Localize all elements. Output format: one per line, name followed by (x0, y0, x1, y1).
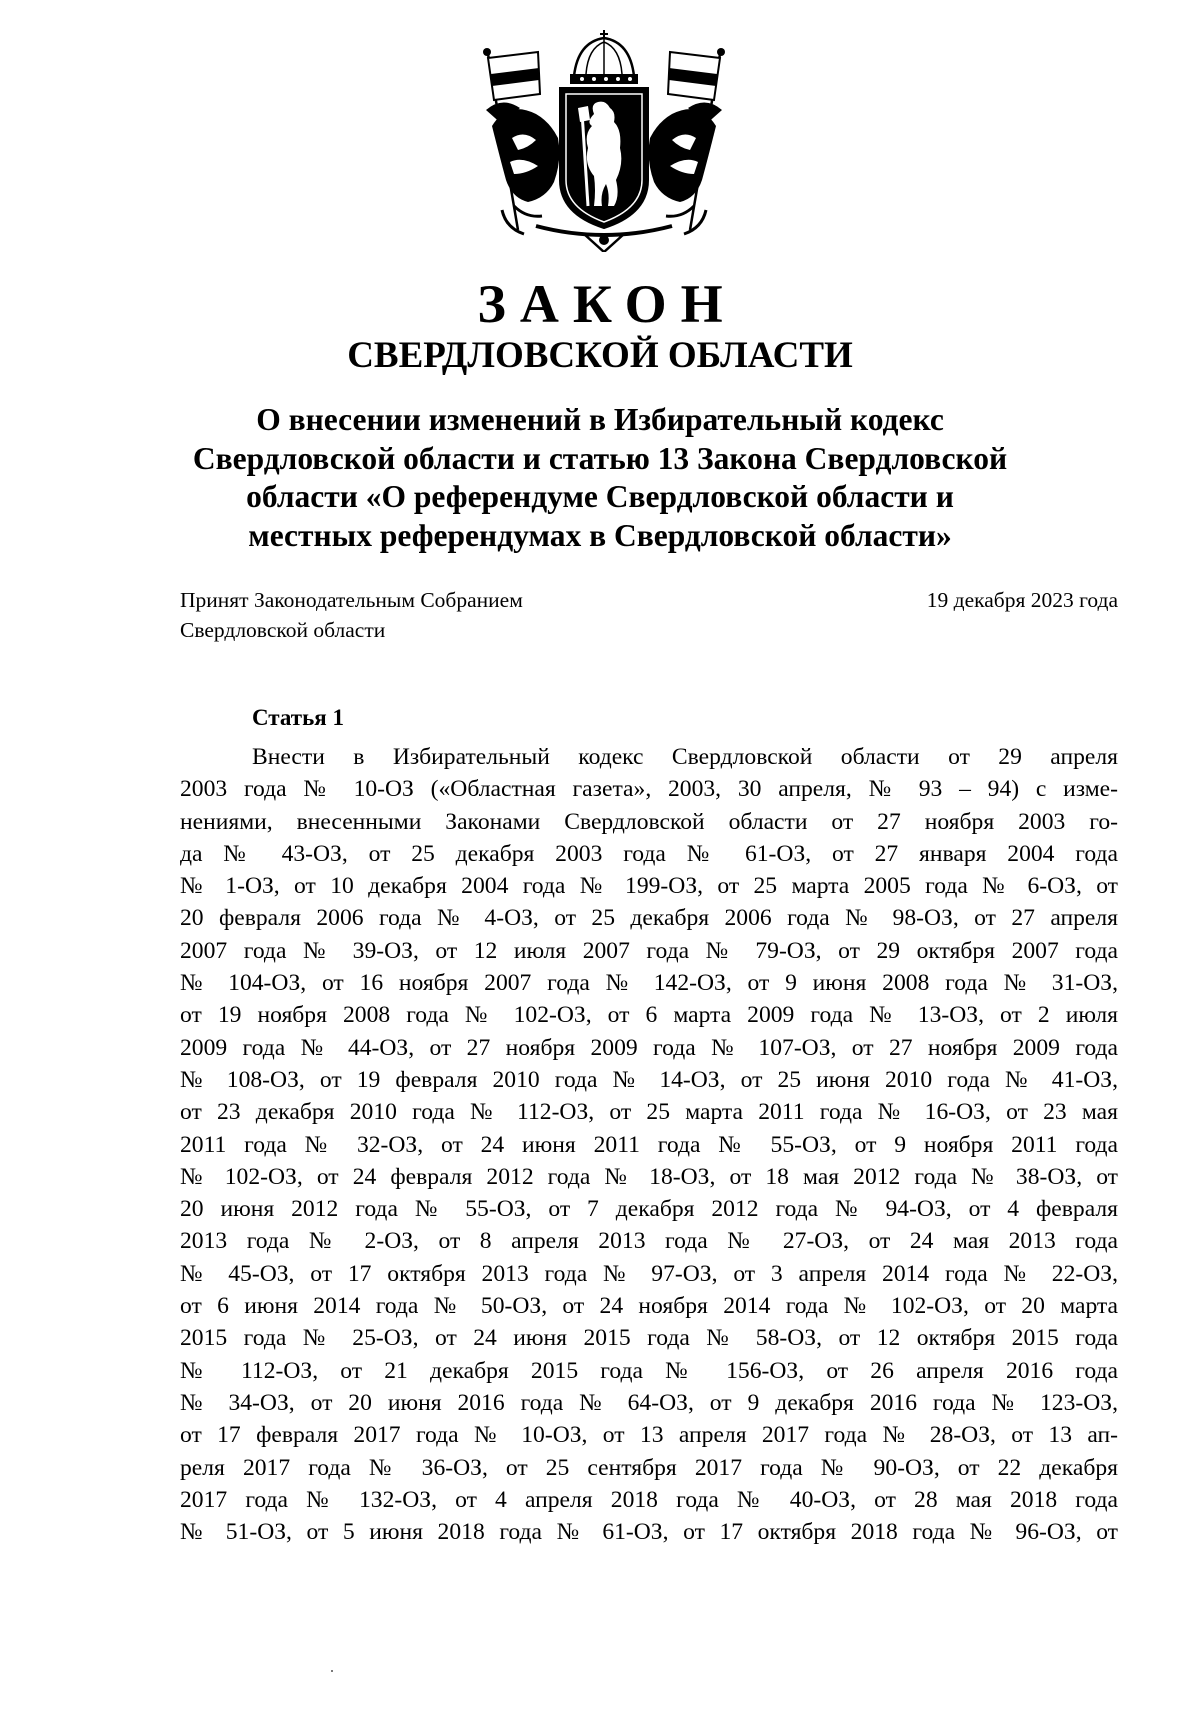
article-text-line: от 6 июня 2014 года № 50-ОЗ, от 24 ноября 2014 года № 102-ОЗ, от 20 марта (180, 1293, 1118, 1320)
law-title (170, 401, 1030, 555)
adoption-date: 19 декабря 2023 года (926, 588, 1118, 612)
article-text-line: 20 июня 2012 года № 55-ОЗ, от 7 декабря 2012 года № 94-ОЗ, от 4 февраля (180, 1196, 1118, 1223)
article-text-line: № 102-ОЗ, от 24 февраля 2012 года № 18-ОЗ, от 18 мая 2012 года № 38-ОЗ, от (180, 1163, 1118, 1190)
shield-icon (560, 88, 648, 228)
article-text-line: 2009 года № 44-ОЗ, от 27 ноября 2009 года № 107-ОЗ, от 27 ноября 2009 года (180, 1034, 1118, 1061)
law-title-line: О внесении изменений в Избирательный кодекс (256, 402, 944, 437)
article-text-line: 2017 года № 132-ОЗ, от 4 апреля 2018 года № 40-ОЗ, от 28 мая 2018 года (180, 1486, 1118, 1513)
adoption-body (180, 585, 523, 645)
law-title-line: области «О референдуме Свердловской области и (246, 479, 954, 514)
article-text-line: № 104-ОЗ, от 16 ноября 2007 года № 142-ОЗ, от 9 июня 2008 года № 31-ОЗ, (180, 970, 1118, 997)
article-text (180, 741, 1118, 1548)
article-heading: Статья 1 (252, 705, 344, 730)
article-text-line: 2013 года № 2-ОЗ, от 8 апреля 2013 года № 27-ОЗ, от 24 мая 2013 года (180, 1228, 1118, 1255)
adoption-body-line: Свердловской области (180, 618, 386, 642)
article-text-line: от 17 февраля 2017 года № 10-ОЗ, от 13 апреля 2017 года № 28-ОЗ, от 13 ап- (180, 1422, 1118, 1449)
article-text-line: 2015 года № 25-ОЗ, от 24 июня 2015 года № 58-ОЗ, от 12 октября 2015 года (180, 1325, 1118, 1352)
article-text-line: 20 февраля 2006 года № 4-ОЗ, от 25 декабря 2006 года № 98-ОЗ, от 27 апреля (180, 905, 1118, 932)
left-griffin-icon (486, 102, 559, 234)
coat-of-arms-icon (466, 30, 742, 252)
document-type-heading: ЗАКОН (477, 274, 737, 334)
article-text-line: 2007 года № 39-ОЗ, от 12 июля 2007 года № 79-ОЗ, от 29 октября 2007 года (180, 937, 1118, 964)
article-text-line: № 108-ОЗ, от 19 февраля 2010 года № 14-ОЗ, от 25 июня 2010 года № 41-ОЗ, (180, 1066, 1118, 1093)
article-text-line: от 23 декабря 2010 года № 112-ОЗ, от 25 марта 2011 года № 16-ОЗ, от 23 мая (180, 1099, 1118, 1126)
article-text-line: да № 43-ОЗ, от 25 декабря 2003 года № 61-ОЗ, от 27 января 2004 года (180, 840, 1118, 867)
article-text-line: 2003 года № 10-ОЗ («Областная газета», 2003, 30 апреля, № 93 – 94) с изме- (180, 776, 1118, 803)
law-title-line: местных референдумах в Свердловской области» (248, 517, 952, 553)
article-text-line: нениями, внесенными Законами Свердловской области от 27 ноября 2003 го- (180, 808, 1118, 835)
article-text-line: № 1-ОЗ, от 10 декабря 2004 года № 199-ОЗ, от 25 марта 2005 года № 6-ОЗ, от (180, 873, 1118, 900)
article-text-line: № 45-ОЗ, от 17 октября 2013 года № 97-ОЗ, от 3 апреля 2014 года № 22-ОЗ, (180, 1260, 1118, 1287)
article-text-line: от 19 ноября 2008 года № 102-ОЗ, от 6 марта 2009 года № 13-ОЗ, от 2 июля (180, 1002, 1118, 1029)
article-text-line: Внести в Избирательный кодекс Свердловской области от 29 апреля (252, 744, 1118, 770)
crown-icon (570, 30, 638, 84)
article-text-line: № 112-ОЗ, от 21 декабря 2015 года № 156-ОЗ, от 26 апреля 2016 года (180, 1357, 1118, 1384)
article-text-line: № 51-ОЗ, от 5 июня 2018 года № 61-ОЗ, от 17 октября 2018 года № 96-ОЗ, от (180, 1519, 1118, 1546)
right-griffin-icon (649, 102, 722, 234)
article-text-line: реля 2017 года № 36-ОЗ, от 25 сентября 2017 года № 90-ОЗ, от 22 декабря (180, 1454, 1118, 1481)
scan-speck (331, 1670, 333, 1672)
ribbon-icon (536, 226, 672, 252)
article-text-line: № 34-ОЗ, от 20 июня 2016 года № 64-ОЗ, от 9 декабря 2016 года № 123-ОЗ, (180, 1389, 1118, 1416)
region-heading: СВЕРДЛОВСКОЙ ОБЛАСТИ (347, 335, 853, 376)
law-title-line: Свердловской области и статью 13 Закона Свердловской (192, 440, 1008, 476)
adoption-body-line: Принят Законодательным Собранием (180, 588, 523, 612)
article-text-line: 2011 года № 32-ОЗ, от 24 июня 2011 года № 55-ОЗ, от 9 ноября 2011 года (180, 1131, 1118, 1158)
